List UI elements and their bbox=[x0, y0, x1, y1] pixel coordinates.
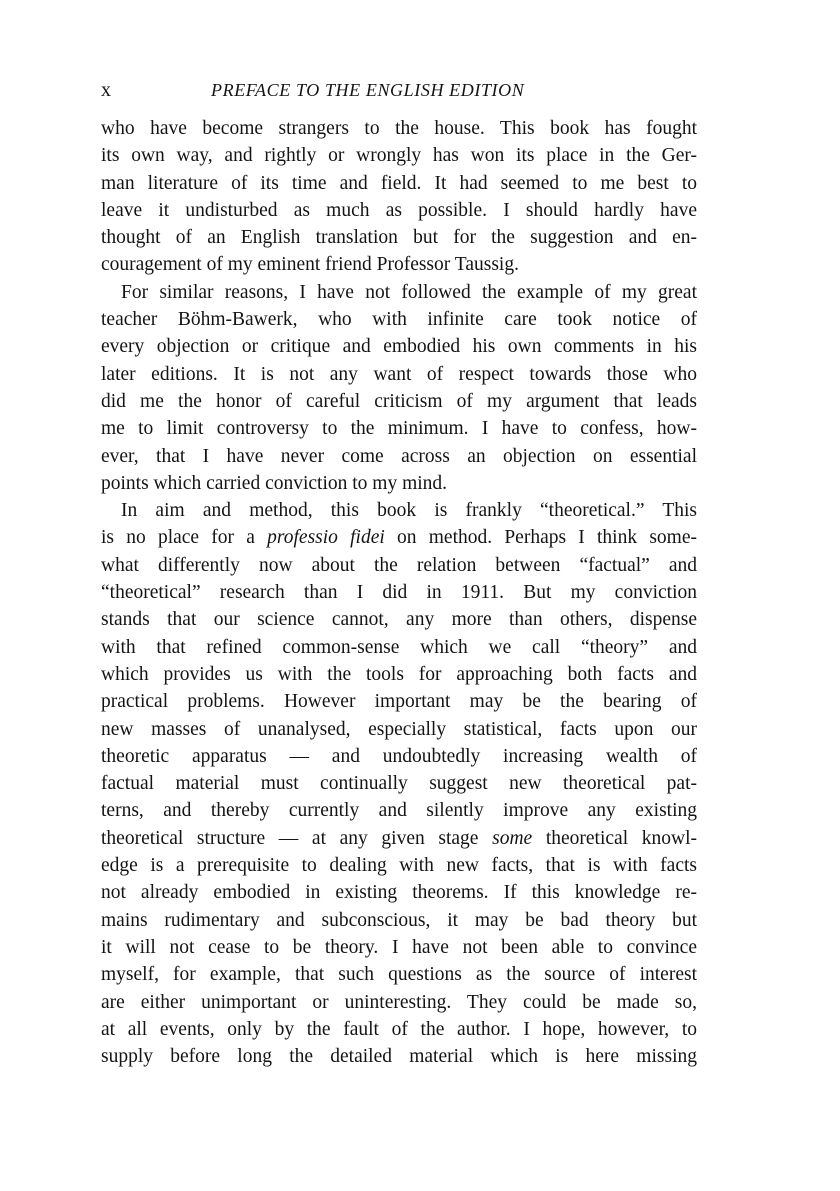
text-line: it will not cease to be theory. I have not been able to convince bbox=[101, 936, 697, 958]
text-line: theoretic apparatus — and undoubtedly increasing wealth of bbox=[101, 745, 697, 767]
text-line: practical problems. However important may be the bearing of bbox=[101, 691, 697, 713]
italic-phrase: professio fidei bbox=[267, 527, 385, 549]
text-line: mains rudimentary and subconscious, it may be bad theory but bbox=[101, 909, 697, 931]
text-line: myself, for example, that such questions as the source of interest bbox=[101, 964, 697, 986]
text-line: every objection or critique and embodied his own comments in his bbox=[101, 336, 697, 358]
body-text bbox=[101, 115, 697, 1070]
text-line: stands that our science cannot, any more than others, dispense bbox=[101, 609, 697, 631]
text-line: did me the honor of careful criticism of my argument that leads bbox=[101, 390, 697, 412]
text-line: new masses of unanalysed, especially statistical, facts upon our bbox=[101, 718, 697, 740]
text-line: not already embodied in existing theorems. If this knowledge re- bbox=[101, 882, 697, 904]
text-line: couragement of my eminent friend Professor Taussig. bbox=[101, 254, 519, 276]
text-line: supply before long the detailed material which is here missing bbox=[101, 1046, 697, 1068]
text-line: what differently now about the relation between “factual” and bbox=[101, 554, 697, 576]
text-line: factual material must continually suggest new theoretical pat- bbox=[101, 773, 697, 795]
text-line: man literature of its time and field. It had seemed to me best to bbox=[101, 172, 697, 194]
text-line: teacher Böhm-Bawerk, who with infinite care took notice of bbox=[101, 309, 697, 331]
text-line: with that refined common-sense which we call “theory” and bbox=[101, 636, 697, 658]
text-line: For similar reasons, I have not followed the example of my great bbox=[121, 281, 697, 303]
text-line: points which carried conviction to my mind. bbox=[101, 472, 448, 494]
text-line: leave it undisturbed as much as possible. I should hardly have bbox=[101, 199, 697, 221]
text-line: is no place for a professio fidei on method. Perhaps I think some- bbox=[101, 527, 697, 549]
text-line: theoretical structure — at any given stage some theoretical knowl- bbox=[101, 827, 697, 849]
text-line: later editions. It is not any want of respect towards those who bbox=[101, 363, 697, 385]
running-header bbox=[101, 76, 697, 104]
text-line: edge is a prerequisite to dealing with new facts, that is with facts bbox=[101, 855, 697, 877]
running-title: PREFACE TO THE ENGLISH EDITION bbox=[211, 80, 525, 100]
text-line: are either unimportant or uninteresting. They could be made so, bbox=[101, 991, 697, 1013]
text-line: me to limit controversy to the minimum. I have to confess, how- bbox=[101, 418, 697, 440]
text-line: its own way, and rightly or wrongly has won its place in the Ger- bbox=[101, 145, 697, 167]
text-line: who have become strangers to the house. This book has fought bbox=[101, 118, 697, 139]
text-line: thought of an English translation but for the suggestion and en- bbox=[101, 227, 697, 249]
text-line: ever, that I have never come across an objection on essential bbox=[101, 445, 697, 467]
text-line: which provides us with the tools for approaching both facts and bbox=[101, 663, 697, 685]
text-line: at all events, only by the fault of the author. I hope, however, to bbox=[101, 1018, 697, 1040]
text-line: “theoretical” research than I did in 1911. But my conviction bbox=[101, 582, 697, 604]
italic-word: some bbox=[492, 827, 533, 849]
page-number: x bbox=[101, 79, 111, 101]
text-line: In aim and method, this book is frankly “theoretical.” This bbox=[121, 500, 697, 522]
text-line: terns, and thereby currently and silently improve any existing bbox=[101, 800, 697, 822]
